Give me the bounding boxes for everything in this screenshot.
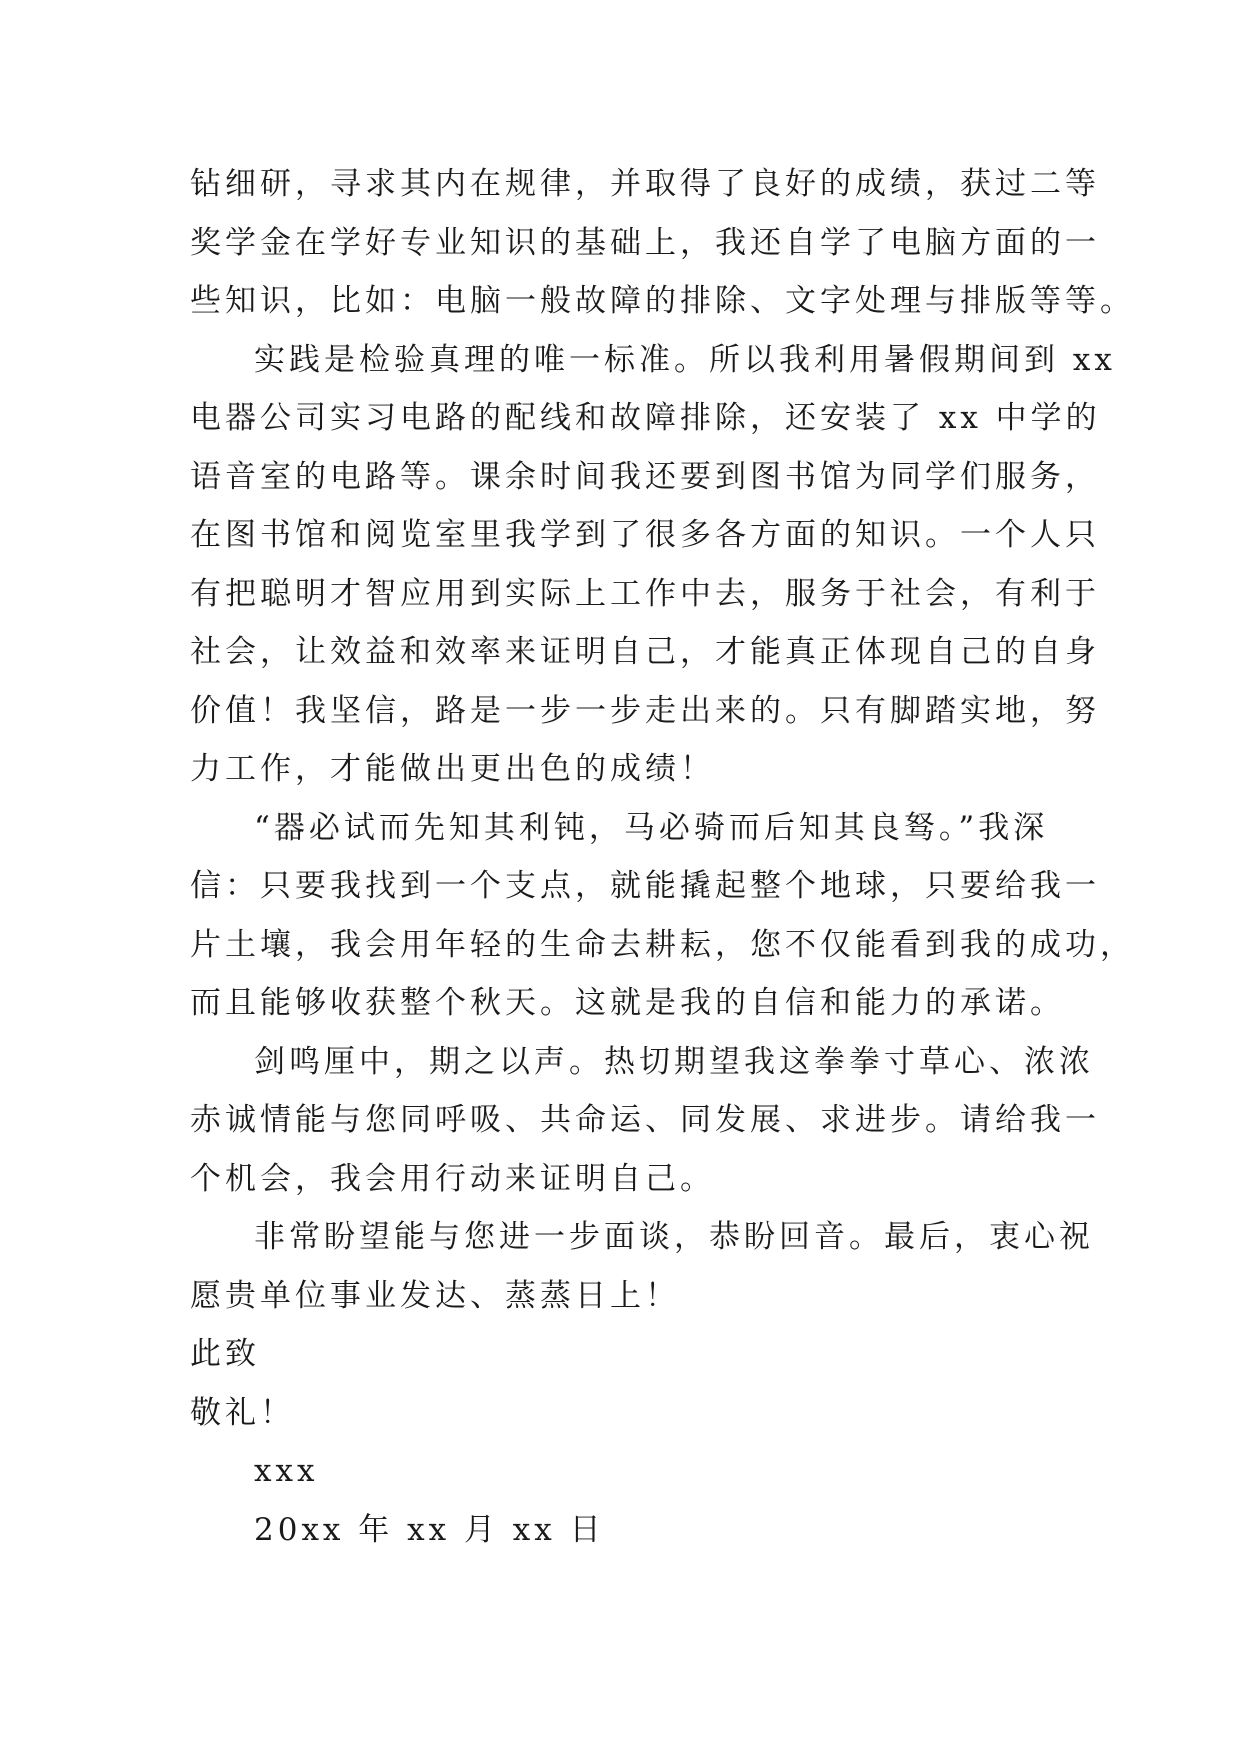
text-line: 信：只要我找到一个支点，就能撬起整个地球，只要给我一 [190, 868, 1100, 904]
text-line: 钻细研，寻求其内在规律，并取得了良好的成绩，获过二等 [190, 166, 1100, 202]
text-line: 而且能够收获整个秋天。这就是我的自信和能力的承诺。 [190, 985, 1065, 1021]
signature-name: xxx [254, 1453, 319, 1489]
text-line: 力工作，才能做出更出色的成绩！ [190, 751, 715, 787]
closing-regards: 敬礼！ [190, 1394, 295, 1431]
text-line: 语音室的电路等。课余时间我还要到图书馆为同学们服务， [190, 458, 1100, 495]
text-line: “器必试而先知其利钝，马必骑而后知其良驽。”我深 [254, 809, 1049, 846]
text-line: 奖学金在学好专业知识的基础上，我还自学了电脑方面的一 [190, 224, 1100, 261]
signature-date: 20xx 年 xx 月 xx 日 [254, 1511, 605, 1548]
paragraph-3 [190, 799, 1135, 1033]
text-line: 非常盼望能与您进一步面谈，恭盼回音。最后，衷心祝 [254, 1219, 1094, 1255]
letter-body [190, 155, 1135, 1559]
paragraph-1 [190, 155, 1135, 331]
text-line: 个机会，我会用行动来证明自己。 [190, 1160, 715, 1197]
text-line: 些知识，比如：电脑一般故障的排除、文字处理与排版等等。 [190, 283, 1135, 319]
text-line: 价值！我坚信，路是一步一步走出来的。只有脚踏实地，努 [190, 692, 1100, 729]
text-line: 剑鸣厘中，期之以声。热切期望我这拳拳寸草心、浓浓 [254, 1043, 1094, 1080]
text-line: 片土壤，我会用年轻的生命去耕耘，您不仅能看到我的成功， [190, 926, 1135, 963]
text-line: 有把聪明才智应用到实际上工作中去，服务于社会，有利于 [190, 575, 1100, 612]
paragraph-5 [190, 1208, 1094, 1325]
text-line: 社会，让效益和效率来证明自己，才能真正体现自己的自身 [190, 634, 1100, 670]
text-line: 愿贵单位事业发达、蒸蒸日上！ [190, 1277, 680, 1314]
text-line: 电器公司实习电路的配线和故障排除，还安装了 xx 中学的 [190, 400, 1101, 436]
text-line: 赤诚情能与您同呼吸、共命运、同发展、求进步。请给我一 [190, 1102, 1100, 1138]
paragraph-4 [190, 1033, 1100, 1209]
closing-salutation: 此致 [190, 1336, 260, 1372]
paragraph-2 [190, 331, 1116, 799]
text-line: 在图书馆和阅览室里我学到了很多各方面的知识。一个人只 [190, 517, 1100, 553]
text-line: 实践是检验真理的唯一标准。所以我利用暑假期间到 xx [254, 341, 1116, 378]
